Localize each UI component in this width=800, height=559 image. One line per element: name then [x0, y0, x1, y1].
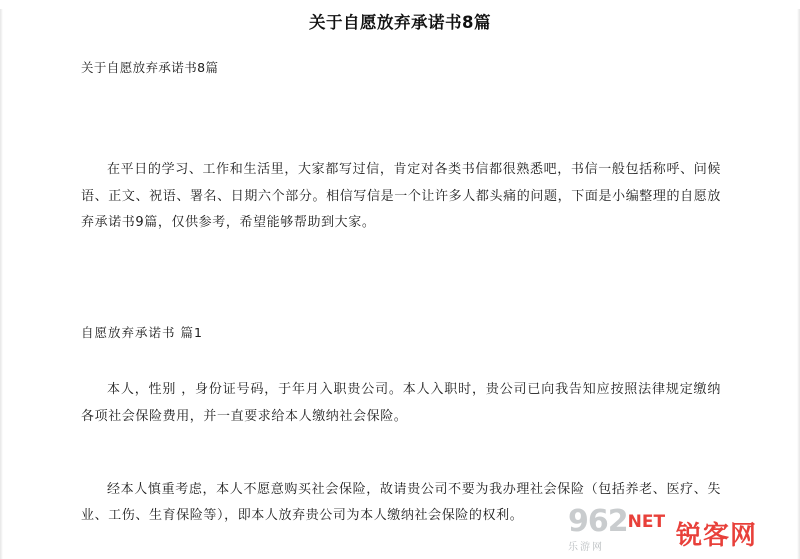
- watermark-subtext: 乐游网: [568, 542, 604, 553]
- spacer-after-subtitle: [81, 78, 721, 144]
- spacer-before-section: [81, 250, 721, 322]
- body-paragraph-1: 本人，性别 ，身份证号码，于年月入职贵公司。本人入职时，贵公司已向我告知应按照法律规定缴纳各项社会保险费用，并一直要求给本人缴纳社会保险。: [81, 382, 721, 425]
- intro-paragraph: 在平日的学习、工作和生活里，大家都写过信，肯定对各类书信都很熟悉吧，书信一般包括称呼、问候语、正文、祝语、署名、日期六个部分。相信写信是一个让许多人都头痛的问题，下面是小编整理的自愿放弃承诺书9篇，仅供参考，希望能够帮助到大家。: [81, 162, 721, 231]
- body-paragraph-2: 经本人慎重考虑，本人不愿意购买社会保险，故请贵公司不要为我办理社会保险（包括养老、医疗、失业、工伤、生育保险等），即本人放弃贵公司为本人缴纳社会保险的权利。: [81, 481, 721, 524]
- watermark-number: [568, 504, 668, 539]
- document-body: [79, 58, 721, 530]
- page-edge-shadow-left: [0, 9, 3, 559]
- document-subtitle: 关于自愿放弃承诺书8篇: [81, 60, 219, 75]
- watermark-ruike: 锐客网: [676, 521, 758, 551]
- page-title: 关于自愿放弃承诺书8篇: [309, 13, 491, 32]
- watermark-962net: [568, 504, 668, 553]
- spacer-after-heading: [81, 344, 721, 364]
- spacer-between-paragraphs: [81, 444, 721, 464]
- document-page: [0, 9, 800, 559]
- watermark-number-text: 962: [568, 504, 628, 539]
- section-heading: 自愿放弃承诺书 篇1: [81, 324, 203, 340]
- watermark-net-text: NET: [627, 512, 666, 532]
